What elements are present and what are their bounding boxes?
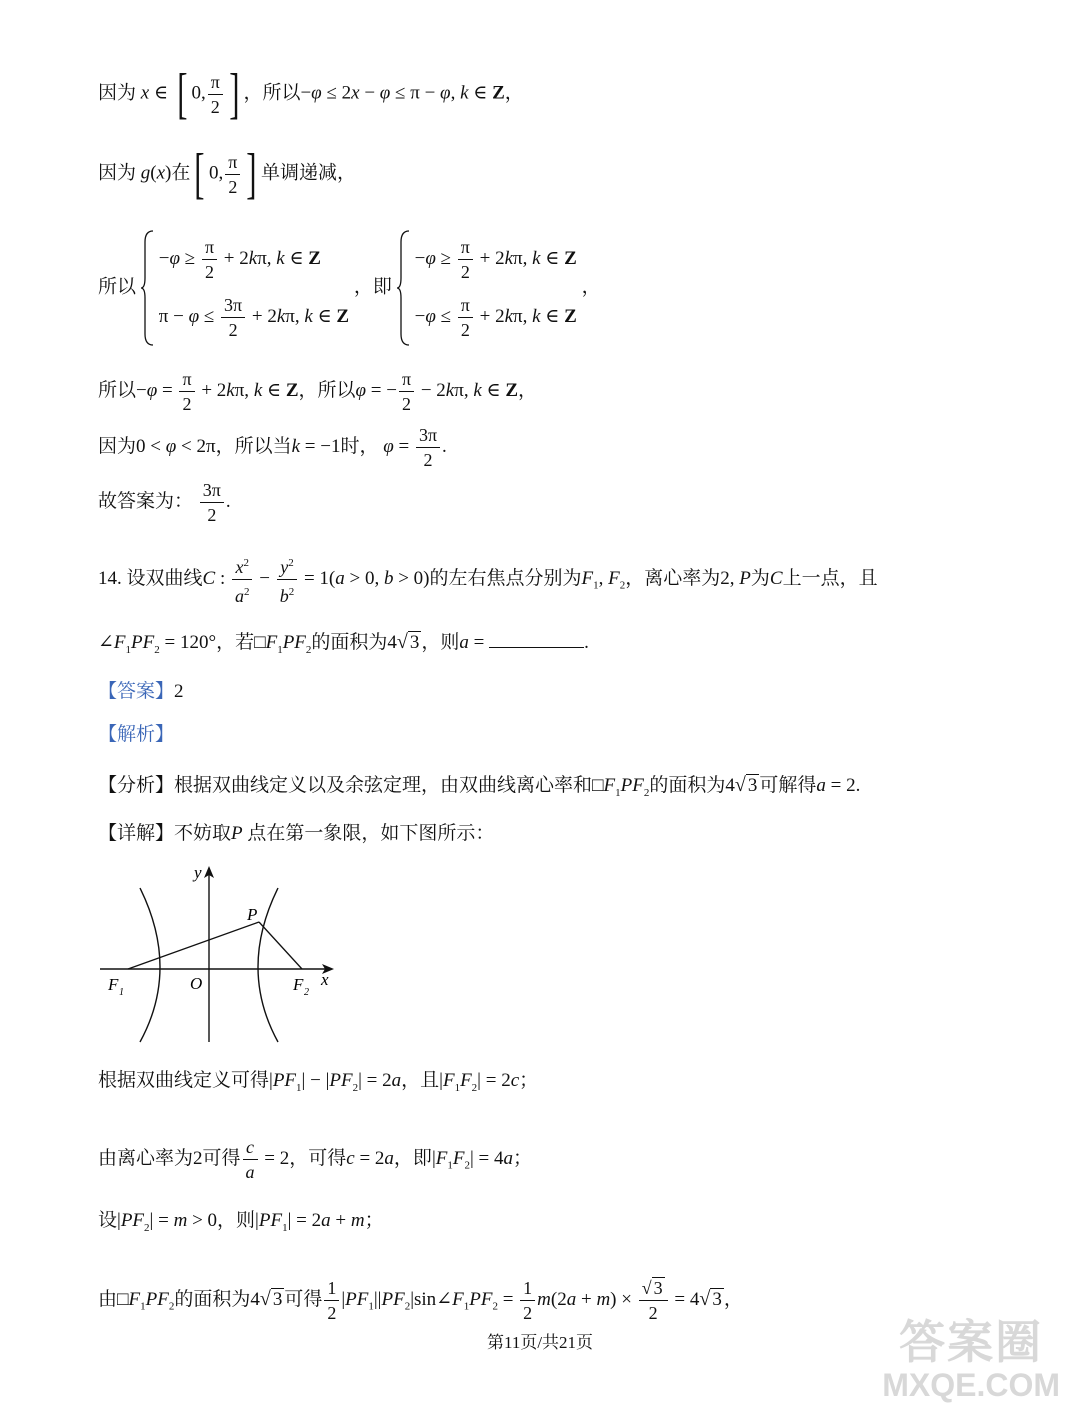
question-number: 14. — [98, 567, 122, 589]
text: ， — [723, 1288, 743, 1310]
question-14-line-1: 14. 设双曲线C : $\frac{x^2}{a^2}$ − $\frac{y^2}{b^2}$ = 1(a > 0, b > 0)的左右焦点分别为$F_1$, $F_2$，离心率为2, P为C上一点，且 — [98, 551, 878, 608]
answer-tag: 【答案】 — [98, 681, 175, 702]
step-3: 设$|PF_2| = m > 0$，则$|PF_1| = 2a + m$； — [98, 1210, 384, 1234]
text: . — [584, 632, 589, 653]
text: 因为 — [98, 435, 137, 457]
text: 故答案为： — [98, 490, 194, 512]
segment-pf2 — [259, 922, 302, 969]
fenxi-tag: 【分析】 — [98, 775, 175, 796]
text: 的左右焦点分别为 — [429, 567, 582, 589]
page-footer: 第11页/共21页 — [486, 1333, 594, 1352]
f2-label: F — [293, 975, 304, 994]
text: 设双曲线 — [126, 567, 203, 589]
text: 根据双曲线定义以及余弦定理，由双曲线离心率和 — [174, 775, 593, 796]
text: ，离心率为 — [625, 567, 721, 589]
text: ，所以 — [298, 379, 356, 401]
text: 的面积为 — [311, 632, 388, 653]
text: . — [855, 775, 861, 796]
line-4: 所以−φ = $\frac{\pi}{2}$ + 2kπ, k ∈ Z，所以φ = − $\frac{\pi}{2}$ − 2kπ, k ∈ Z， — [98, 369, 538, 414]
text: ； — [513, 1147, 533, 1169]
text: ，若 — [216, 632, 255, 653]
system-2: −φ ≥ $\frac{\pi}{2}$ + 2kπ, k ∈ Z −φ ≤ $\frac{\pi}{2}$ + 2kπ, k ∈ Z — [397, 230, 577, 346]
text: ，即 — [353, 276, 392, 298]
text: 可得 — [284, 1288, 323, 1310]
text: 因为 — [98, 82, 137, 104]
step-1: 根据双曲线定义可得$|PF_1| - |PF_2| = 2a$，且$|F_1F_2| = 2c$； — [98, 1070, 539, 1094]
watermark-line-1: 答案圈 — [899, 1316, 1044, 1368]
xiangjie-line: 【详解】不妨取P 点在第一象限，如下图所示： — [98, 823, 495, 844]
xiangjie-tag: 【详解】 — [98, 823, 175, 844]
text: ，所以当 — [215, 435, 292, 457]
answer-blank — [489, 629, 584, 648]
text: ，所以 — [243, 82, 301, 104]
text: 单调递减， — [261, 162, 357, 184]
text: 点在第一象限，如下图所示： — [247, 823, 495, 844]
text: 设 — [98, 1210, 118, 1231]
f1-label: F — [108, 975, 119, 994]
step-2: 由离心率为2可得 $\frac{c}{a}$ = 2，可得c = 2a，即$|F_1F_2| = 4a$； — [98, 1137, 533, 1182]
text: ，可得 — [289, 1147, 347, 1169]
analysis-line — [98, 720, 174, 750]
analysis-tag: 【解析】 — [98, 724, 175, 745]
f2-sub: 2 — [304, 987, 309, 998]
right-branch — [258, 888, 278, 1042]
line-6: 故答案为： $\frac{3\pi}{2}$ . — [98, 480, 231, 525]
text: 根据双曲线定义可得 — [98, 1070, 270, 1091]
text: ； — [364, 1210, 384, 1231]
text: . — [442, 435, 447, 457]
text: 由离心率为 — [98, 1147, 194, 1169]
answer-value: 2 — [174, 681, 184, 702]
line-2: 因为 g(x)在[ 0, $\frac{\pi}{2}$ ] 单调递减， — [98, 143, 357, 205]
question-14-line-2: $\angle F_1PF_2 = 120^\circ$，若$□F_1PF_2$的面积为4√ 3 ，则a = . — [98, 631, 589, 656]
left-branch — [140, 888, 160, 1042]
text: ，则 — [421, 632, 460, 653]
text: 为 — [750, 567, 770, 589]
hyperbola-figure — [96, 858, 346, 1048]
text: ，即 — [393, 1147, 432, 1169]
text: ， — [518, 379, 538, 401]
line-1: 因为 x ∈ [ 0, $\frac{\pi}{2}$ ] ，所以−φ ≤ 2x − φ ≤ π − φ, k ∈ Z， — [98, 63, 524, 125]
text: 的面积为 — [649, 775, 726, 796]
o-label: O — [190, 974, 203, 993]
text: 所以 — [98, 276, 137, 298]
text: ，且 — [401, 1070, 440, 1091]
p-label: P — [247, 905, 258, 924]
text: 的面积为 — [174, 1288, 251, 1310]
text: 在 — [171, 162, 191, 184]
text: . — [225, 490, 231, 512]
watermark-line-2: MXQE.COM — [882, 1367, 1060, 1403]
text: ， — [504, 82, 524, 104]
text: ，则 — [217, 1210, 256, 1231]
text: 可得 — [202, 1147, 241, 1169]
fenxi-line: 【分析】根据双曲线定义以及余弦定理，由双曲线离心率和$□F_1PF_2$的面积为4√ 3 可解得a = 2. — [98, 774, 861, 799]
text: 可解得 — [759, 775, 817, 796]
answer-line — [98, 677, 184, 707]
text: 上一点，且 — [782, 567, 878, 589]
line-5: 因为0 < φ < 2π，所以当k = −1时， φ = $\frac{3\pi}{2}$ . — [98, 425, 447, 470]
text: 因为 — [98, 162, 137, 184]
segment-pf1 — [128, 922, 259, 969]
f1-sub: 1 — [119, 987, 124, 998]
text: 时， — [340, 435, 379, 457]
x-label: x — [321, 970, 329, 989]
y-label: y — [194, 863, 202, 882]
system-1: −φ ≥ $\frac{\pi}{2}$ + 2kπ, k ∈ Z π − φ ≤ $\frac{3\pi}{2}$ + 2kπ, k ∈ Z — [141, 230, 349, 346]
text: 不妨取 — [174, 823, 232, 844]
step-4: 由$□F_1PF_2$的面积为4√ 3 可得 $\frac{1}{2}$ $|PF_1||PF_2|\sin\angle F_1PF_2$ = $\frac{1}{2}$ m(2a + m) × $\frac{√ 3}{2}$ = 4√ 3 ， — [98, 1278, 743, 1323]
text: ； — [519, 1070, 539, 1091]
watermark — [882, 1317, 1060, 1403]
line-3 — [98, 230, 601, 346]
text: 由 — [98, 1288, 118, 1310]
text: ， — [581, 276, 601, 298]
text: 所以 — [98, 379, 137, 401]
